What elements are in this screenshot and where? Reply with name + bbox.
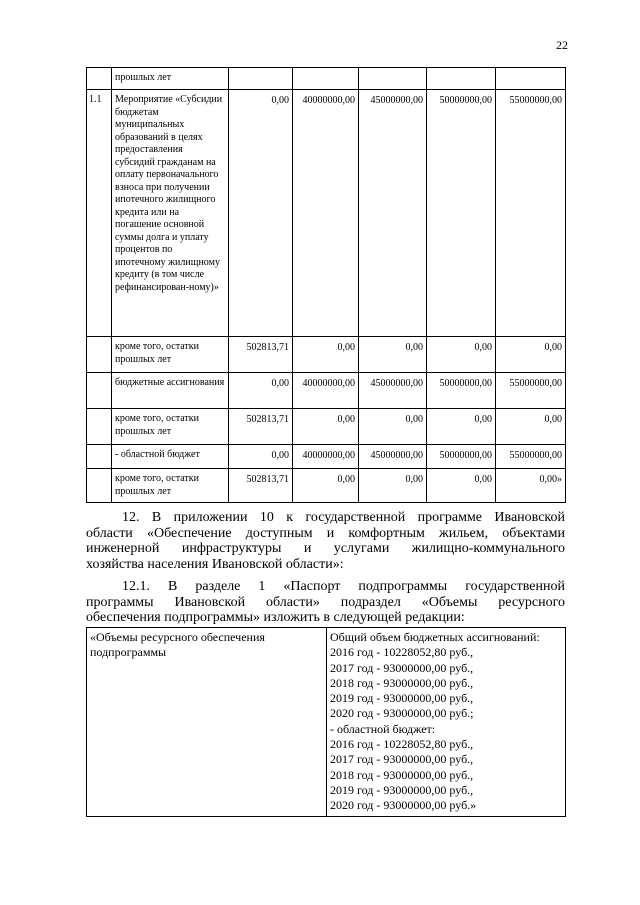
row-number <box>87 469 112 503</box>
amount-cell <box>359 68 427 90</box>
amount-cell <box>229 68 293 90</box>
amount-cell: 502813,71 <box>229 409 293 445</box>
row-number: 1.1 <box>87 90 112 337</box>
row-number <box>87 373 112 409</box>
amount-cell: 40000000,00 <box>293 445 359 469</box>
row-name: Мероприятие «Субсидии бюджетам муниципальных образований в целях предоставления субсидий гражданам на оплату первоначального взноса при получении ипотечного жилищного кредита или на погашение основной суммы долга и уплату процентов по ипотечному жилищному кредиту (в том числе рефинансирован-ному)» <box>112 90 229 337</box>
row-name: прошлых лет <box>112 68 229 90</box>
row-number <box>87 68 112 90</box>
amount-cell: 50000000,00 <box>427 373 496 409</box>
amount-cell: 55000000,00 <box>496 90 566 337</box>
amount-cell: 0,00 <box>293 337 359 373</box>
amount-cell: 50000000,00 <box>427 90 496 337</box>
amount-cell <box>293 68 359 90</box>
paragraph-12 <box>86 510 565 572</box>
table-row <box>87 445 566 469</box>
amount-cell: 502813,71 <box>229 469 293 503</box>
row-name: кроме того, остатки прошлых лет <box>112 469 229 503</box>
page-number: 22 <box>556 38 568 52</box>
amount-cell: 0,00 <box>427 409 496 445</box>
funding-table <box>86 67 566 503</box>
table-row <box>87 409 566 445</box>
amount-cell: 0,00 <box>359 337 427 373</box>
resource-value-line: Общий объем бюджетных ассигнований: <box>330 630 540 644</box>
resource-label-line: «Объемы ресурсного обеспечения <box>90 630 265 644</box>
amount-cell: 55000000,00 <box>496 373 566 409</box>
amount-cell: 0,00 <box>496 337 566 373</box>
amount-cell: 0,00 <box>427 337 496 373</box>
row-number <box>87 445 112 469</box>
row-number <box>87 337 112 373</box>
paragraph-line: области «Обеспечение доступным и комфортным жильем, объектами <box>86 525 565 541</box>
amount-cell: 502813,71 <box>229 337 293 373</box>
resource-value-line: 2016 год - 10228052,80 руб., <box>330 645 474 660</box>
amount-cell: 0,00 <box>229 445 293 469</box>
amount-cell: 0,00 <box>496 409 566 445</box>
paragraph-line: 12.1. В разделе 1 «Паспорт подпрограммы государственной <box>122 579 565 594</box>
table-row <box>87 90 566 337</box>
amount-cell: 40000000,00 <box>293 90 359 337</box>
amount-cell: 0,00 <box>293 469 359 503</box>
resource-value-line: 2018 год - 93000000,00 руб., <box>330 767 474 782</box>
resource-label-cell <box>87 628 327 817</box>
amount-cell: 45000000,00 <box>359 90 427 337</box>
paragraph-line: 12. В приложении 10 к государственной программе Ивановской <box>122 510 565 525</box>
amount-cell: 0,00» <box>496 469 566 503</box>
row-name: кроме того, остатки прошлых лет <box>112 337 229 373</box>
amount-cell: 50000000,00 <box>427 445 496 469</box>
amount-cell: 45000000,00 <box>359 445 427 469</box>
amount-cell: 0,00 <box>229 90 293 337</box>
paragraph-line: программы Ивановской области» подраздел «Объемы ресурсного <box>86 594 565 610</box>
table-row <box>87 68 566 90</box>
amount-cell <box>427 68 496 90</box>
amount-cell: 0,00 <box>293 409 359 445</box>
resource-value-line: 2016 год - 10228052,80 руб., <box>330 737 474 752</box>
paragraph-line: инженерной инфраструктуры и услугами жилищно-коммунального <box>86 541 565 557</box>
table-row <box>87 337 566 373</box>
amount-cell: 0,00 <box>359 469 427 503</box>
paragraph-line: хозяйства населения Ивановской области»: <box>86 556 344 572</box>
row-name: кроме того, остатки прошлых лет <box>112 409 229 445</box>
amount-cell: 55000000,00 <box>496 445 566 469</box>
amount-cell: 40000000,00 <box>293 373 359 409</box>
resource-row <box>87 628 566 817</box>
resource-value-line: 2019 год - 93000000,00 руб., <box>330 691 474 706</box>
row-number <box>87 409 112 445</box>
resource-label-line: подпрограммы <box>90 645 167 660</box>
paragraph-line: обеспечения подпрограммы» изложить в следующей редакции: <box>86 610 465 626</box>
amount-cell: 45000000,00 <box>359 373 427 409</box>
paragraph-12-1 <box>86 579 565 626</box>
resource-value-line: 2017 год - 93000000,00 руб., <box>330 660 474 675</box>
amount-cell: 0,00 <box>229 373 293 409</box>
resource-value-line: 2019 год - 93000000,00 руб., <box>330 782 474 797</box>
resource-value-line: 2020 год - 93000000,00 руб.» <box>330 798 477 813</box>
amount-cell: 0,00 <box>359 409 427 445</box>
resource-value-line: 2018 год - 93000000,00 руб., <box>330 675 474 690</box>
amount-cell <box>496 68 566 90</box>
row-name: бюджетные ассигнования <box>112 373 229 409</box>
resource-value-cell <box>327 628 566 817</box>
table-row <box>87 373 566 409</box>
row-name: - областной бюджет <box>112 445 229 469</box>
resource-value-line: - областной бюджет: <box>330 721 436 736</box>
table-row <box>87 469 566 503</box>
resource-table <box>86 627 566 817</box>
resource-value-line: 2017 год - 93000000,00 руб., <box>330 752 474 767</box>
resource-value-line: 2020 год - 93000000,00 руб.; <box>330 706 474 721</box>
amount-cell: 0,00 <box>427 469 496 503</box>
